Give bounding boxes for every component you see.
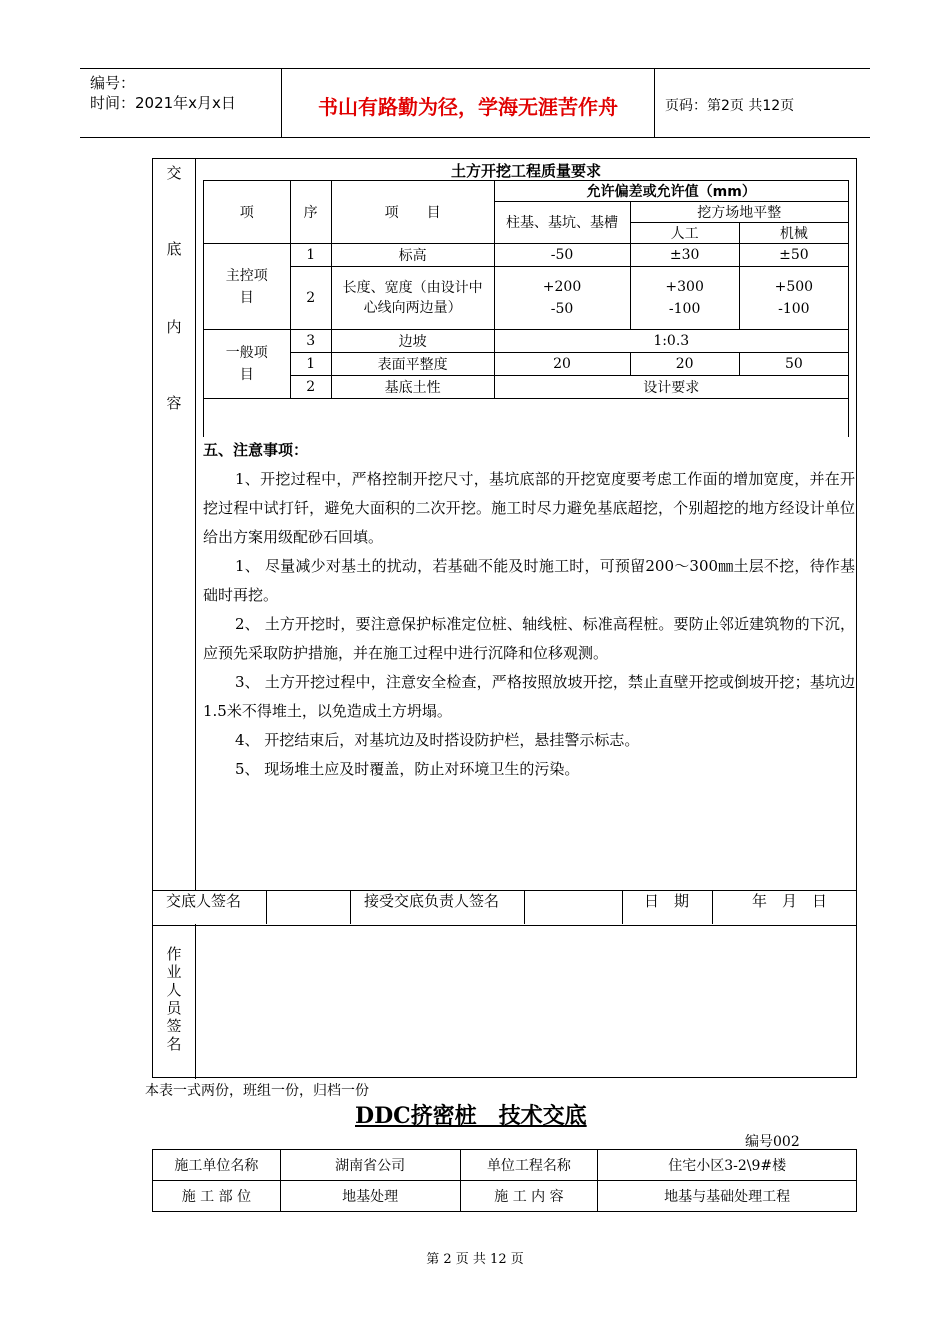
- table-row: [153, 1181, 857, 1212]
- row-name: 表面平整度: [331, 353, 494, 376]
- row-manual: 20: [630, 353, 739, 376]
- notes-section: [203, 436, 855, 784]
- note-item: 5、 现场堆土应及时覆盖，防止对环境卫生的污染。: [235, 760, 580, 778]
- col-name: 项 目: [331, 181, 494, 244]
- side-char: 内: [166, 318, 182, 336]
- note-item: 2、 土方开挖时，要注意保护标准定位桩、轴线桩、标准高程桩。要防止邻近建筑物的下沉，应预先采取防护措施，并在施工过程中进行沉降和位移观测。: [203, 615, 855, 662]
- note-item: 3、 土方开挖过程中，注意安全检查，严格按照放坡开挖，禁止直壁开挖或倒坡开挖；基坑边1.5米不得堆土，以免造成土方坍塌。: [203, 673, 855, 720]
- row-name: 标高: [331, 244, 494, 267]
- unit-label: 施工单位名称: [153, 1150, 281, 1181]
- note-item: 1、开挖过程中，严格控制开挖尺寸，基坑底部的开挖宽度要考虑工作面的增加宽度，并在开挖过程中试打钎，避免大面积的二次开挖。施工时尽力避免基底超挖，个别超挖的地方经设计单位给出方案用级配砂石回填。: [203, 470, 855, 546]
- doc-number: 编号002: [745, 1134, 800, 1150]
- row-seq: 3: [290, 330, 331, 353]
- table-row: [204, 330, 849, 353]
- project-value: 住宅小区3-2\9#楼: [598, 1150, 857, 1181]
- note-item: 4、 开挖结束后，对基坑边及时搭设防护栏，悬挂警示标志。: [235, 731, 640, 749]
- signature-row: [152, 890, 857, 926]
- header-meta: [90, 73, 236, 113]
- footnote: 本表一式两份，班组一份，归档一份: [145, 1083, 369, 1099]
- group-main: 主控项目: [204, 244, 291, 330]
- workers-label: 作业人员签名: [166, 945, 182, 1053]
- time-label: 时间：2021年x月x日: [90, 94, 236, 112]
- row-machine: 50: [739, 353, 848, 376]
- row-manual: ±30: [630, 244, 739, 267]
- table-row: [204, 267, 849, 330]
- col-item: 项: [204, 181, 291, 244]
- col-pile: 柱基、基坑、基槽: [494, 202, 630, 244]
- blank-row: [204, 399, 849, 438]
- col-allow: 允许偏差或允许值（mm）: [494, 181, 848, 202]
- table-row: [204, 244, 849, 267]
- col-site: 挖方场地平整: [630, 202, 848, 223]
- table-row: [204, 376, 849, 399]
- row-name: 基底土性: [331, 376, 494, 399]
- project-label: 单位工程名称: [460, 1150, 598, 1181]
- row-pile: +200 -50: [494, 267, 630, 330]
- row-manual: +300 -100: [630, 267, 739, 330]
- quality-title: 土方开挖工程质量要求: [450, 162, 601, 180]
- page-header: [80, 68, 870, 138]
- giver-label: 交底人签名: [166, 892, 242, 910]
- receiver-label: 接受交底负责人签名: [364, 892, 500, 910]
- doc-title: [355, 1099, 587, 1130]
- unit-value: 湖南省公司: [280, 1150, 460, 1181]
- row-machine: ±50: [739, 244, 848, 267]
- row-seq: 1: [290, 244, 331, 267]
- row-pile: -50: [494, 244, 630, 267]
- page-number: 第 2 页 共 12 页: [426, 1252, 524, 1267]
- side-char: 容: [166, 394, 182, 412]
- row-seq: 2: [290, 267, 331, 330]
- number-label: 编号：: [90, 74, 136, 92]
- notes-heading: 五、注意事项：: [203, 441, 309, 459]
- side-char: 交: [166, 164, 182, 182]
- row-name: 长度、宽度（由设计中心线向两边量）: [331, 267, 494, 330]
- note-item: 1、 尽量减少对基土的扰动，若基础不能及时施工时，可预留200～300㎜土层不挖，待作基础时再挖。: [203, 557, 855, 604]
- row-merged: 设计要求: [494, 376, 848, 399]
- info-table: [152, 1149, 857, 1212]
- part-label: 施 工 部 位: [153, 1181, 281, 1212]
- row-seq: 2: [290, 376, 331, 399]
- row-merged: 1:0.3: [494, 330, 848, 353]
- col-machine: 机械: [739, 223, 848, 244]
- date-value: 年 月 日: [752, 892, 828, 910]
- row-name: 边坡: [331, 330, 494, 353]
- motto: 书山有路勤为径，学海无涯苦作舟: [318, 95, 618, 119]
- part-value: 地基处理: [280, 1181, 460, 1212]
- table-row: [204, 353, 849, 376]
- side-char: 底: [166, 240, 182, 258]
- page-label: 页码：第2页 共12页: [665, 98, 795, 114]
- table-row: [153, 1150, 857, 1181]
- quality-table: [203, 180, 849, 437]
- content-value: 地基与基础处理工程: [598, 1181, 857, 1212]
- doc-title-text: DDC挤密桩 技术交底: [355, 1103, 587, 1129]
- content-label: 施 工 内 容: [460, 1181, 598, 1212]
- row-machine: +500 -100: [739, 267, 848, 330]
- date-label: 日 期: [644, 892, 690, 910]
- col-seq: 序: [290, 181, 331, 244]
- col-manual: 人工: [630, 223, 739, 244]
- row-seq: 1: [290, 353, 331, 376]
- group-general: 一般项目: [204, 330, 291, 399]
- row-pile: 20: [494, 353, 630, 376]
